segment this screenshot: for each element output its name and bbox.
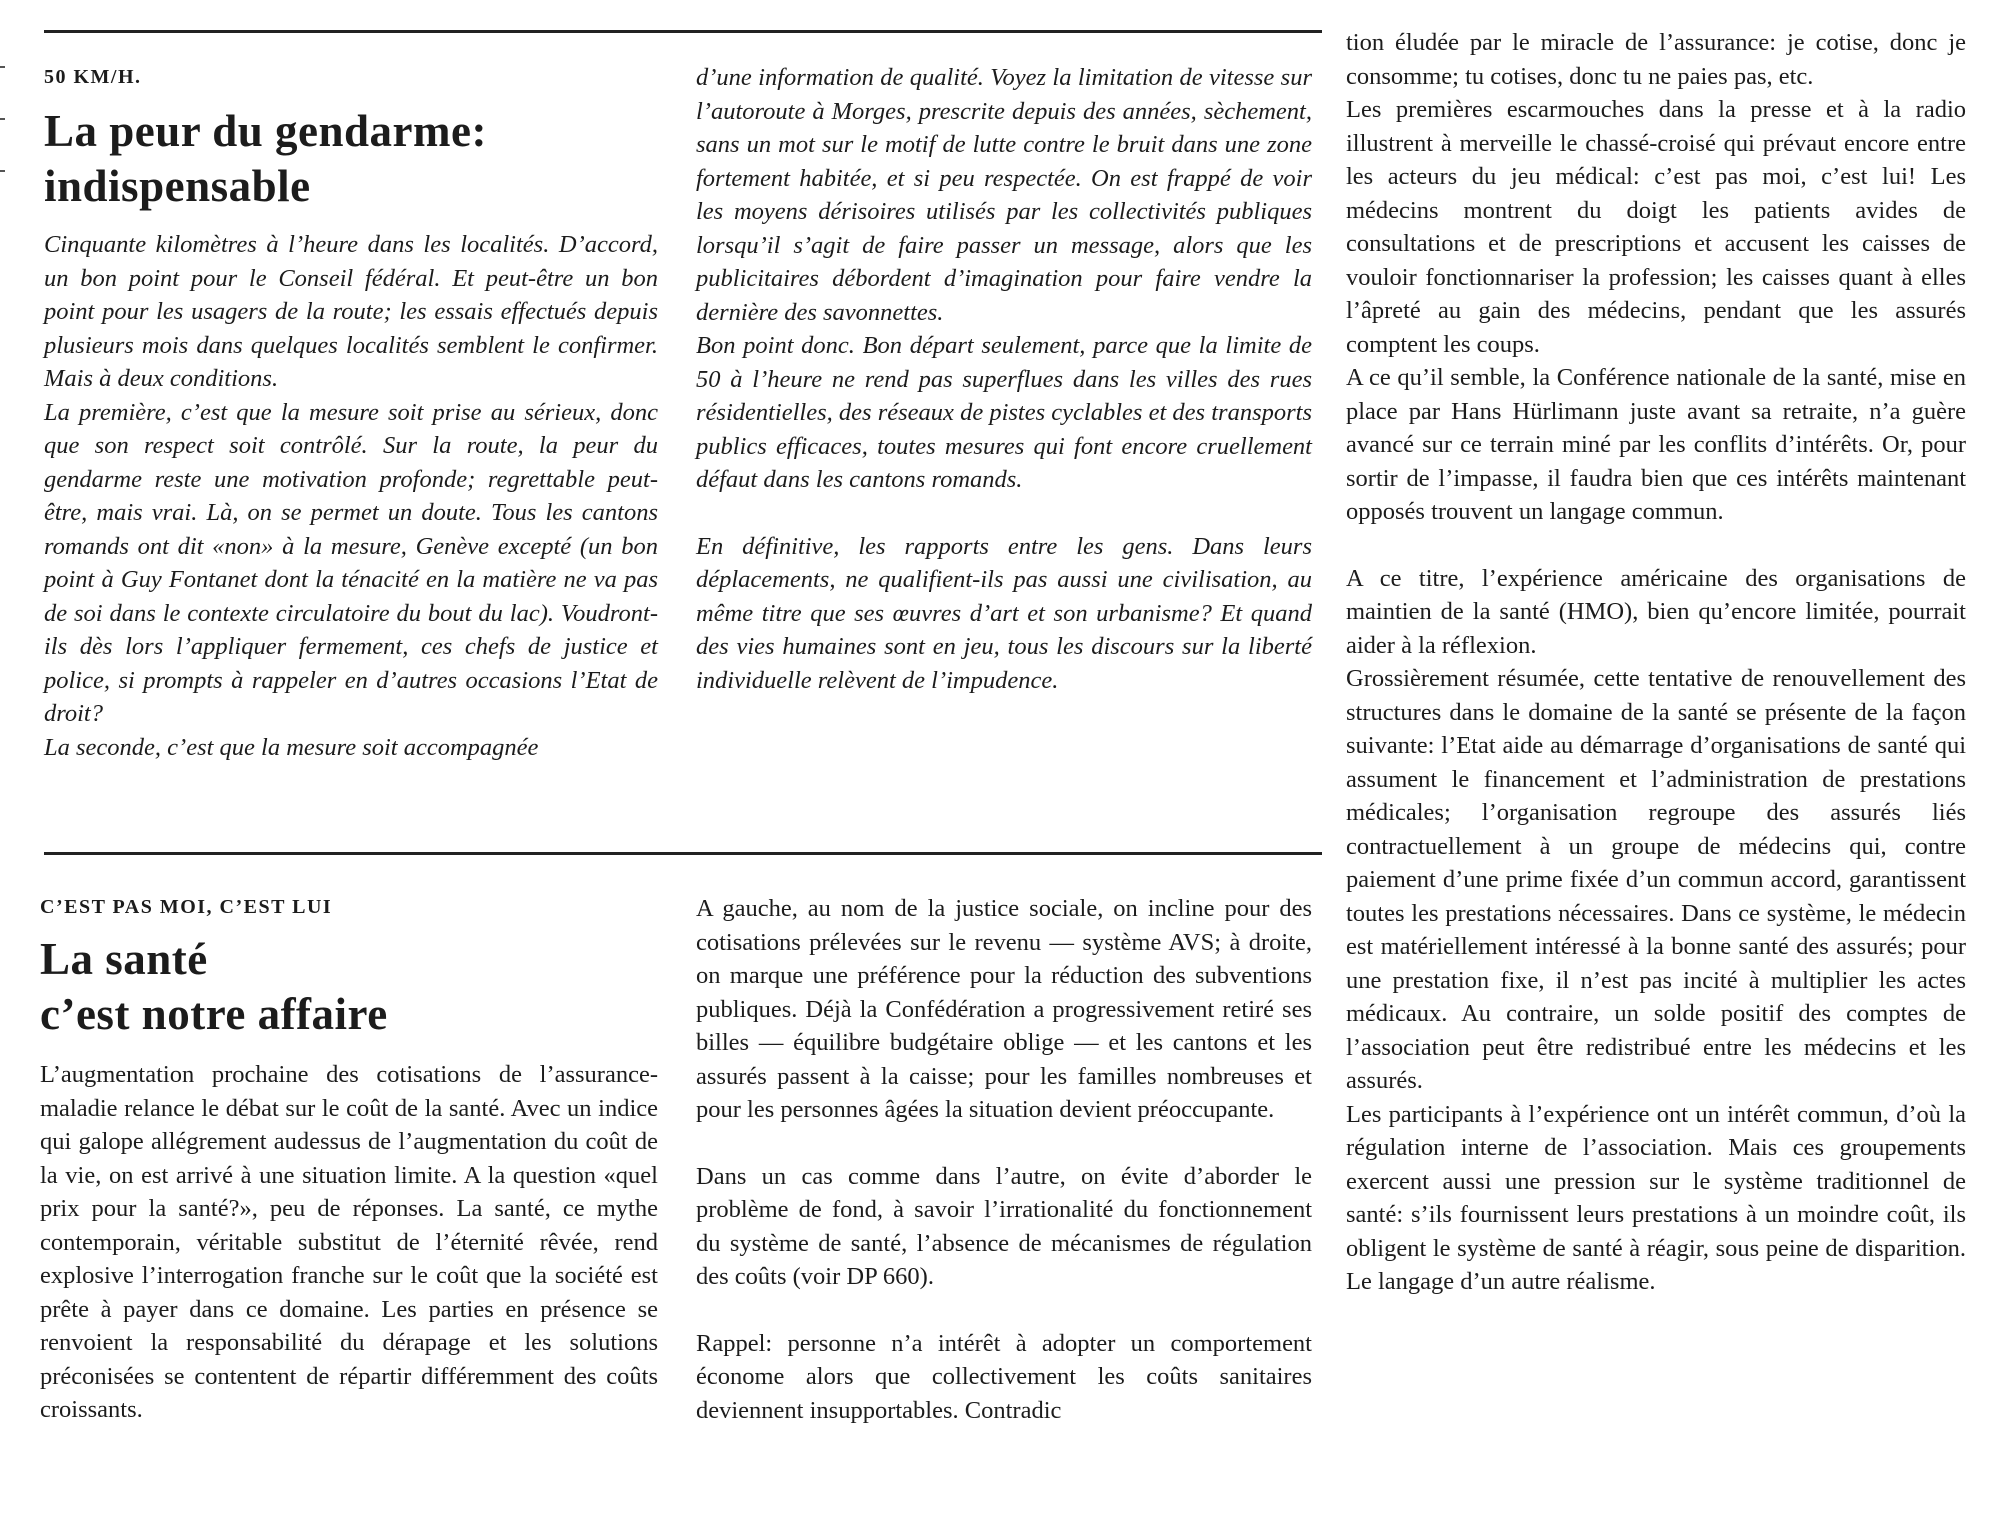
article1-column2 [696, 61, 1312, 697]
paragraph: tion éludée par le miracle de l’assurance: je cotise, donc je consomme; tu cotises, donc tu ne paies pas, etc. [1346, 29, 1966, 90]
paragraph: A ce qu’il semble, la Conférence nationale de la santé, mise en place par Hans Hürlimann juste avant sa retraite, n’a guère avancé sur ce terrain miné par les conflits d’intérêts. Or, pour sortir de l’impasse, il faudra bien que ces intérêts maintenant opposés trouvent un langage commun. [1346, 364, 1966, 525]
paragraph: L’augmentation prochaine des cotisations de l’assurance-maladie relance le débat sur le coût de la santé. Avec un indice qui galope allégrement audessus de l’augmentation du coût de la vie, on est arrivé à une situation limite. A la question «quel prix pour la santé?», peu de réponses. La santé, ce mythe contemporain, véritable substitut de l’éternité rêvée, rend explosive l’interrogation franche sur le coût que la société est prête à payer dans ce domaine. Les parties en présence se renvoient la responsabilité du dérapage et les solutions préconisées se contentent de répartir différemment des coûts croissants. [40, 1061, 658, 1423]
article1-kicker: 50 KM/H. [44, 66, 142, 88]
paragraph: Dans un cas comme dans l’autre, on évite d’aborder le problème de fond, à savoir l’irrationalité du fonctionnement du système de santé, l’absence de mécanismes de régulation des coûts (voir DP 660). [696, 1162, 1312, 1290]
paragraph: A ce titre, l’expérience américaine des organisations de maintien de la santé (HMO), bien qu’encore limitée, pourrait aider à la réflexion. [1346, 564, 1966, 659]
article2-kicker: C’EST PAS MOI, C’EST LUI [40, 896, 333, 918]
article1-headline-line1: La peur du gendarme: [44, 106, 487, 156]
article2-column1 [40, 1058, 658, 1427]
paragraph: Cinquante kilomètres à l’heure dans les localités. D’accord, un bon point pour le Conseil fédéral. Et peut-être un bon point pour les usagers de la route; les essais effectués depuis plusieurs mois dans quelques localités semblent le confirmer. Mais à deux conditions. [44, 231, 658, 392]
article1-headline-line2: indispensable [44, 161, 311, 211]
middle-rule [44, 852, 1322, 855]
paragraph: La première, c’est que la mesure soit prise au sérieux, donc que son respect soit contrôlé. Sur la route, la peur du gendarme reste une motivation profonde; regrettable peut-être, mais vrai. Là, on se permet un doute. Tous les cantons romands ont dit «non» à la mesure, Genève excepté (un bon point à Guy Fontanet dont la ténacité en la matière ne va pas de soi dans le contexte circulatoire du bout du lac). Voudront-ils dès lors l’appliquer fermement, ces chefs de justice et police, si prompts à rappeler en d’autres occasions l’Etat de droit? [44, 398, 658, 727]
paragraph: d’une information de qualité. Voyez la limitation de vitesse sur l’autoroute à Morges, prescrite depuis des années, sèchement, sans un mot sur le motif de lutte contre le bruit dans une zone fortement habitée, et si peu respectée. On est frappé de voir les moyens dérisoires utilisés par les collectivités publiques lorsqu’il s’agit de faire passer un message, alors que les publicitaires débordent d’imagination pour faire vendre la dernière des savonnettes. [696, 64, 1312, 326]
page-edge-marks [0, 0, 8, 1540]
article2-headline-line2: c’est notre affaire [40, 989, 388, 1039]
article2-column3 [1346, 26, 1966, 1299]
article1-headline [44, 104, 487, 214]
article1-column1 [44, 228, 658, 764]
top-rule [44, 30, 1322, 33]
article2-column2 [696, 892, 1312, 1427]
paragraph: Bon point donc. Bon départ seulement, parce que la limite de 50 à l’heure ne rend pas superflues dans les villes des rues résidentielles, des réseaux de pistes cyclables et des transports publics efficaces, toutes mesures qui font encore cruellement défaut dans les cantons romands. [696, 332, 1312, 493]
paragraph: En définitive, les rapports entre les gens. Dans leurs déplacements, ne qualifient-ils pas aussi une civilisation, au même titre que ses œuvres d’art et son urbanisme? Et quand des vies humaines sont en jeu, tous les discours sur la liberté individuelle relèvent de l’impudence. [696, 532, 1312, 694]
paragraph: Grossièrement résumée, cette tentative de renouvellement des structures dans le domaine de la santé se présente de la façon suivante: l’Etat aide au démarrage d’organisations de santé qui assument le financement et l’administration de prestations médicales; l’organisation regroupe des assurés liés contractuellement à un groupe de médecins qui, contre paiement d’une prime fixée d’un commun accord, garantissent toutes les prestations nécessaires. Dans ce système, le médecin est matériellement intéressé à la bonne santé des assurés; pour une prestation fixe, il n’est pas incité à multiplier les actes médicaux. Au contraire, un solde positif des comptes de l’association peut être redistribué entre les médecins et les assurés. [1346, 665, 1966, 1094]
article2-headline [40, 932, 388, 1042]
paragraph: Les premières escarmouches dans la presse et à la radio illustrent à merveille le chassé-croisé qui prévaut encore entre les acteurs du jeu médical: c’est pas moi, c’est lui! Les médecins montrent du doigt les patients avides de consultations et de prescriptions et accusent les caisses de vouloir fonctionnariser la profession; les caisses quant à elles l’âpreté au gain des médecins, pendant que les assurés comptent les coups. [1346, 96, 1966, 358]
paragraph: Les participants à l’expérience ont un intérêt commun, d’où la régulation interne de l’association. Mais ces groupements exercent aussi une pression sur le système traditionnel de santé: s’ils fournissent leurs prestations à un moindre coût, ils obligent le système de santé à réagir, sous peine de disparition. Le langage d’un autre réalisme. [1346, 1100, 1966, 1295]
paragraph: La seconde, c’est que la mesure soit accompagnée [44, 733, 539, 761]
article2-headline-line1: La santé [40, 934, 208, 984]
paragraph: A gauche, au nom de la justice sociale, on incline pour des cotisations prélevées sur le revenu — système AVS; à droite, on marque une préférence pour la réduction des subventions publiques. Déjà la Confédération a progressivement retiré ses billes — équilibre budgétaire oblige — et les cantons et les assurés passent à la caisse; pour les familles nombreuses et pour les personnes âgées la situation devient préoccupante. [696, 895, 1312, 1123]
paragraph: Rappel: personne n’a intérêt à adopter un comportement économe alors que collectivement les coûts sanitaires deviennent insupportables. Contradic [696, 1329, 1312, 1424]
